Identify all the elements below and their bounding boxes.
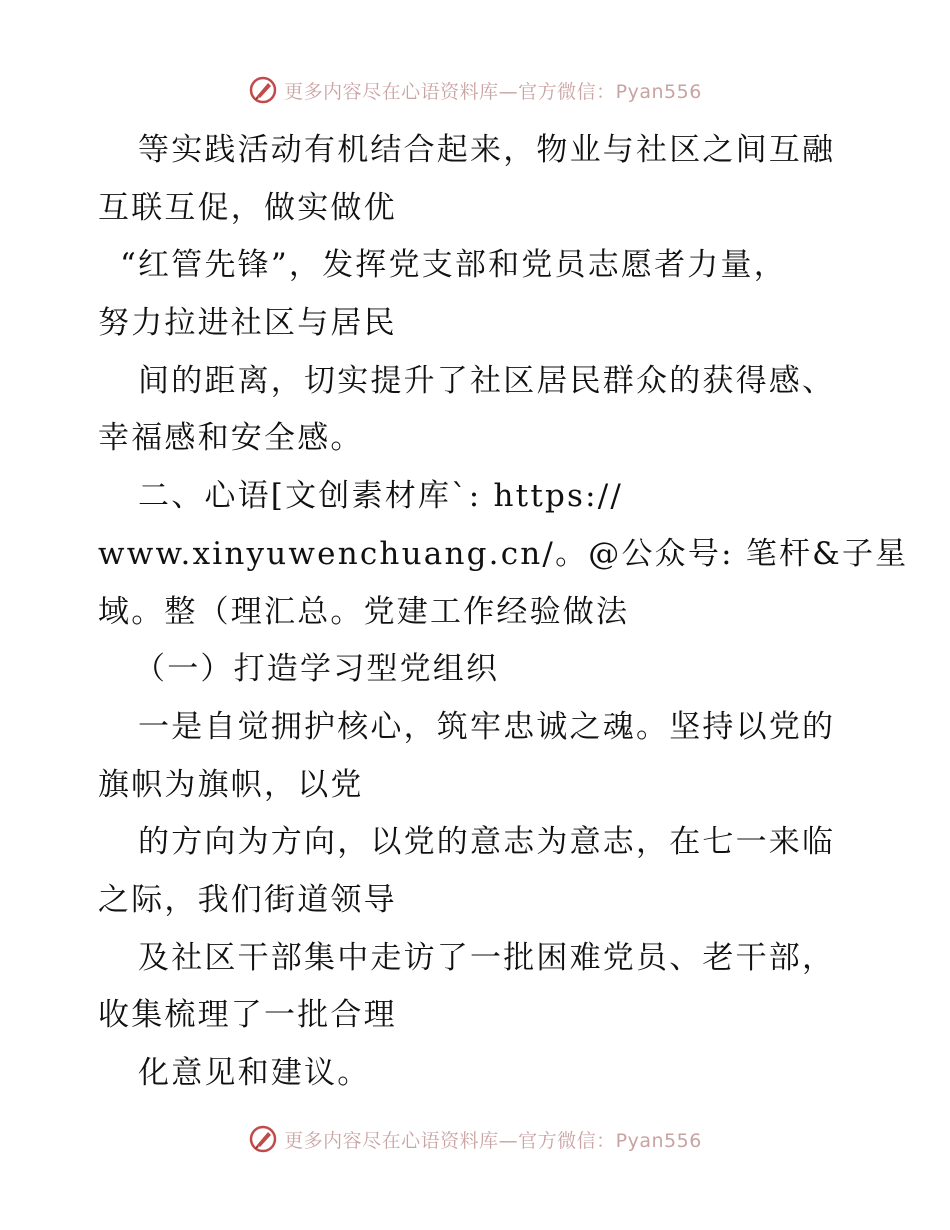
body-line: 互联互促，做实做优 <box>98 189 397 226</box>
body-line: 一是自觉拥护核心，筑牢忠诚之魂。坚持以党的 <box>138 708 836 745</box>
watermark-header <box>0 70 950 110</box>
watermark-text: 更多内容尽在心语资料库—官方微信：Pyan556 <box>284 1129 702 1152</box>
body-line: www.xinyuwenchuang.cn/。@公众号: 笔杆&子星 <box>98 535 909 572</box>
body-line: 幸福感和安全感。 <box>98 420 364 457</box>
body-line: 及社区干部集中走访了一批困难党员、老干部， <box>138 939 836 976</box>
subsection-heading: （一）打造学习型党组织 <box>134 651 500 688</box>
pen-logo-icon <box>248 1124 278 1154</box>
body-line: 努力拉进社区与居民 <box>98 305 397 342</box>
body-line: “红管先锋”，发挥党支部和党员志愿者力量， <box>120 247 787 284</box>
pen-logo-icon <box>248 75 278 105</box>
body-line: 间的距离，切实提升了社区居民群众的获得感、 <box>138 362 836 399</box>
body-line: 域。整（理汇总。党建工作经验做法 <box>98 593 630 630</box>
body-line: 收集梳理了一批合理 <box>98 997 397 1034</box>
watermark-text: 更多内容尽在心语资料库—官方微信：Pyan556 <box>284 80 702 103</box>
body-line: 之际，我们街道领导 <box>98 881 397 918</box>
body-line: 等实践活动有机结合起来，物业与社区之间互融 <box>138 132 836 168</box>
body-line: 旗帜为旗帜，以党 <box>98 766 364 803</box>
watermark-footer <box>0 1119 950 1159</box>
body-line: 的方向为方向，以党的意志为意志，在七一来临 <box>138 824 836 861</box>
section-heading: 二、心语[文创素材库`: https:// <box>138 478 624 515</box>
document-body <box>98 122 909 1103</box>
body-line: 化意见和建议。 <box>138 1055 371 1091</box>
